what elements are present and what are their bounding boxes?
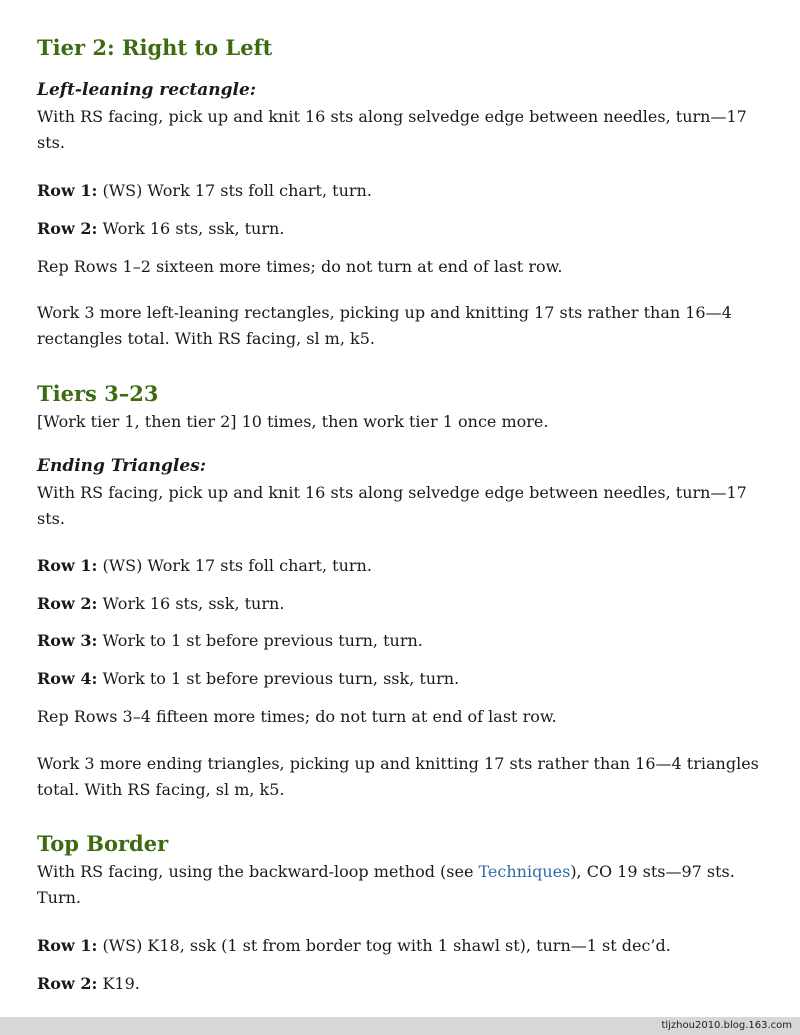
ending-row1 [37,553,772,579]
row-text: K19. [97,974,140,993]
tiers3-23-heading: Tiers 3–23 [37,381,159,406]
tier2-row1 [37,178,772,204]
row-text: Work 16 sts, ssk, turn. [97,594,285,613]
tier2-more: Work 3 more left-leaning rectangles, picking up and knitting 17 sts rather than 16—4 rectangles total. With RS facing, sl m, k5. [37,303,732,348]
row-text: (WS) Work 17 sts foll chart, turn. [97,556,372,575]
watermark-bar [0,1017,800,1035]
ending-more: Work 3 more ending triangles, picking up and knitting 17 sts rather than 16—4 triangles total. With RS facing, sl m, k5. [37,754,759,799]
row-text: (WS) Work 17 sts foll chart, turn. [97,181,372,200]
ending-triangles-subheading: Ending Triangles: [37,456,207,476]
tier2-heading: Tier 2: Right to Left [37,35,273,60]
top-border-row2 [37,971,772,997]
tiers3-23-text: [Work tier 1, then tier 2] 10 times, then work tier 1 once more. [37,412,549,431]
row-text: (WS) K18, ssk (1 st from border tog with 1 shawl st), turn—1 st dec’d. [97,936,671,955]
top-border-heading: Top Border [37,831,169,856]
tier2-intro: With RS facing, pick up and knit 16 sts along selvedge edge between needles, turn—17 sts. [37,107,747,152]
ending-triangles-intro: With RS facing, pick up and knit 16 sts along selvedge edge between needles, turn—17 sts. [37,483,747,528]
row-label: Row 4: [37,669,98,688]
intro-text: ), CO 19 sts—97 sts. Turn. [37,862,735,907]
techniques-link[interactable]: Techniques [478,862,571,881]
tier2-rep: Rep Rows 1–2 sixteen more times; do not turn at end of last row. [37,257,563,276]
watermark-text: tljzhou2010.blog.163.com [661,1020,792,1031]
intro-text: With RS facing, using the backward-loop method (see [37,862,479,881]
top-border-row1 [37,933,772,959]
row-text: Work 16 sts, ssk, turn. [97,219,285,238]
row-label: Row 1: [37,936,98,955]
tier2-subheading: Left-leaning rectangle: [37,80,257,100]
row-label: Row 1: [37,556,98,575]
row-text: Work to 1 st before previous turn, turn. [97,631,423,650]
row-label: Row 2: [37,594,98,613]
ending-row3 [37,628,772,654]
top-border-intro [37,859,772,911]
tier2-row2 [37,216,772,242]
row-label: Row 2: [37,974,98,993]
ending-rep: Rep Rows 3–4 fifteen more times; do not turn at end of last row. [37,707,557,726]
ending-row4 [37,666,772,692]
ending-row2 [37,591,772,617]
row-label: Row 1: [37,181,98,200]
row-text: Work to 1 st before previous turn, ssk, turn. [97,669,460,688]
row-label: Row 3: [37,631,98,650]
row-label: Row 2: [37,219,98,238]
